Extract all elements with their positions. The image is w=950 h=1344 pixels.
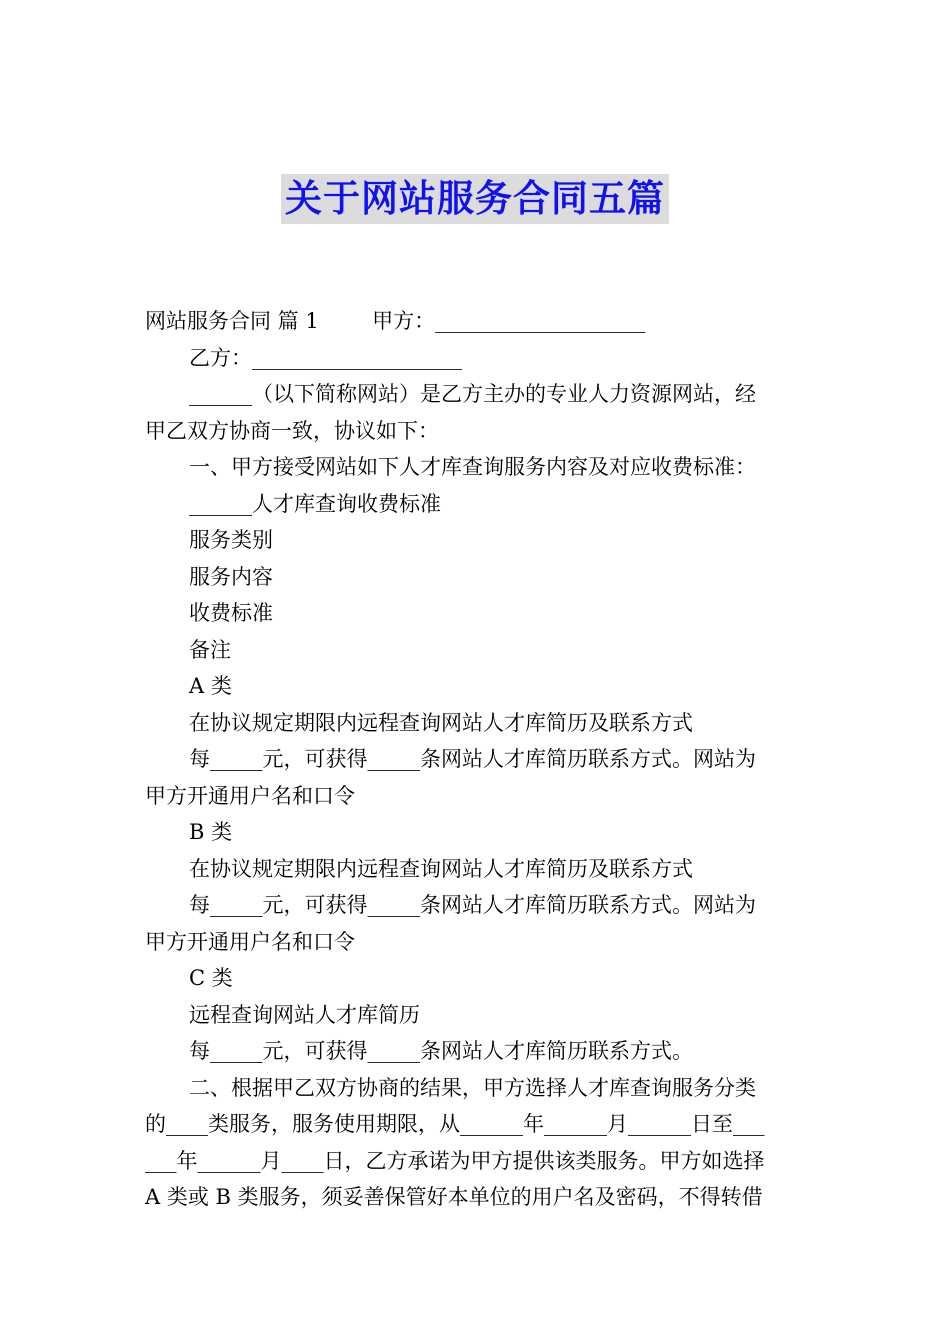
paragraph-p8: 服务内容 — [189, 564, 273, 589]
paragraph-p11: A 类 — [189, 674, 232, 698]
paragraph-p15: B 类 — [189, 820, 233, 844]
paragraph-p24: ___年______月____日，乙方承诺为甲方提供该类服务。甲方如选择 — [145, 1148, 765, 1173]
paragraph-p20: 远程查询网站人才库简历 — [189, 1002, 420, 1027]
paragraph-p4: 甲乙双方协商一致，协议如下： — [145, 418, 439, 443]
document-title: 关于网站服务合同五篇 — [281, 174, 669, 224]
paragraph-p2: 乙方：____________________ — [189, 345, 462, 370]
document-body — [145, 303, 807, 1216]
paragraph-p22: 二、根据甲乙双方协商的结果，甲方选择人才库查询服务分类 — [189, 1075, 756, 1100]
paragraph-p14: 甲方开通用户名和口令 — [145, 783, 355, 808]
paragraph-p13: 每_____元，可获得_____条网站人才库简历联系方式。网站为 — [189, 747, 756, 771]
paragraph-p5: 一、甲方接受网站如下人才库查询服务内容及对应收费标准： — [189, 455, 756, 479]
paragraph-p17: 每_____元，可获得_____条网站人才库简历联系方式。网站为 — [189, 893, 756, 917]
paragraph-p16: 在协议规定期限内远程查询网站人才库简历及联系方式 — [189, 856, 693, 881]
paragraph-p6: ______人才库查询收费标准 — [189, 491, 441, 516]
paragraph-p3: ______（以下简称网站）是乙方主办的专业人力资源网站，经 — [189, 382, 756, 406]
paragraph-p23: 的____类服务，服务使用期限，从______年______月______日至___ — [145, 1112, 765, 1136]
paragraph-p9: 收费标准 — [189, 601, 273, 625]
paragraph-p18: 甲方开通用户名和口令 — [145, 929, 355, 954]
paragraph-p12: 在协议规定期限内远程查询网站人才库简历及联系方式 — [189, 710, 693, 735]
paragraph-p1: 网站服务合同 篇 1 甲方：____________________ — [145, 309, 646, 333]
paragraph-p7: 服务类别 — [189, 528, 273, 552]
paragraph-p21: 每_____元，可获得_____条网站人才库简历联系方式。 — [189, 1039, 693, 1063]
paragraph-p10: 备注 — [189, 637, 231, 662]
title-block — [0, 174, 950, 224]
paragraph-p19: C 类 — [189, 966, 233, 990]
paragraph-p25: A 类或 B 类服务，须妥善保管好本单位的用户名及密码，不得转借 — [145, 1185, 763, 1209]
